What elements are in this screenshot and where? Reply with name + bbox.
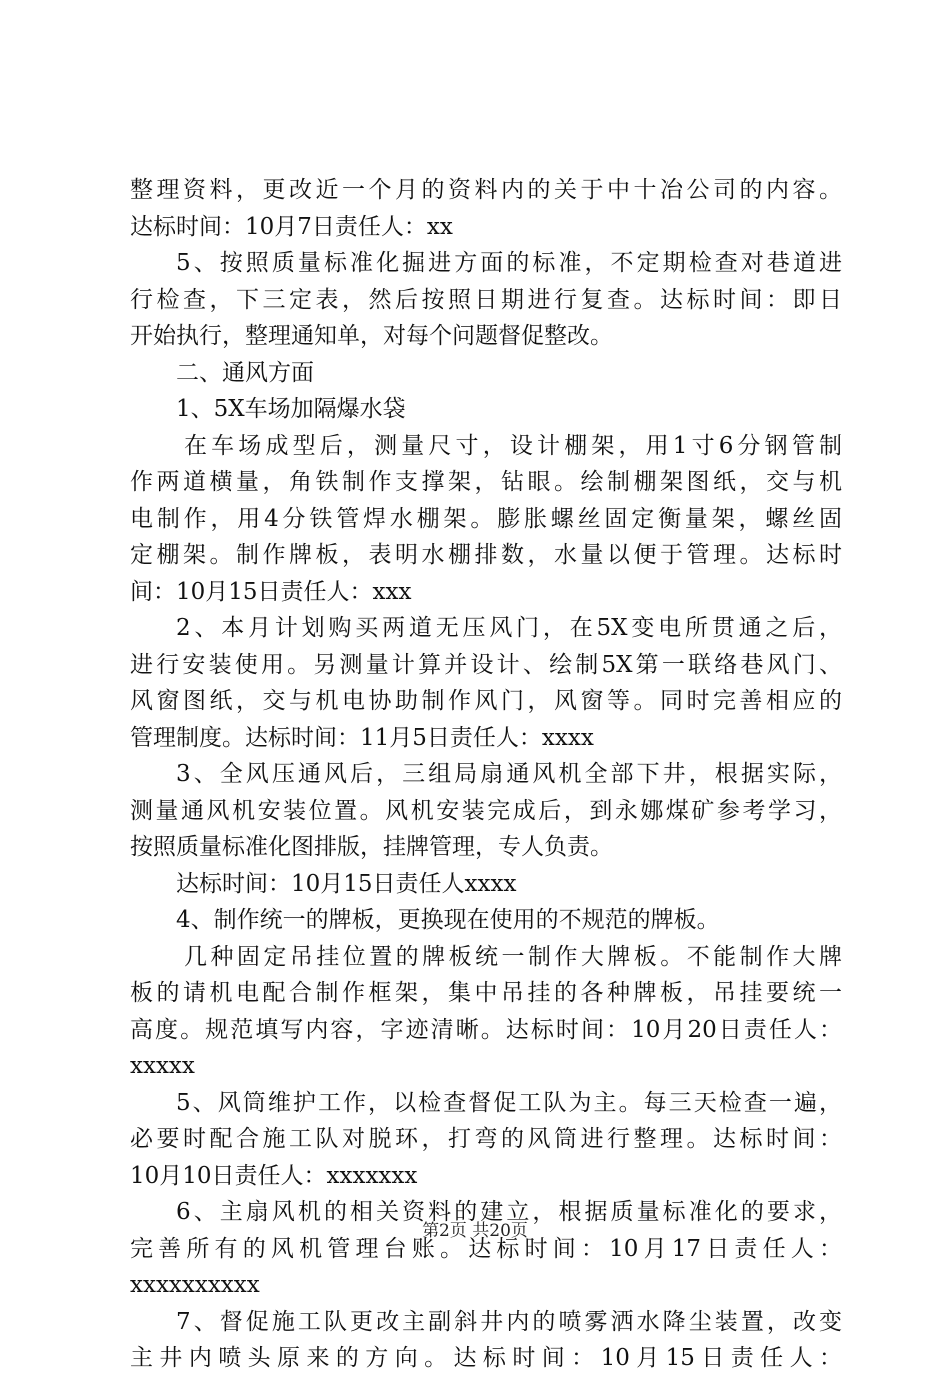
text-line: 作两道横量，角铁制作支撑架，钻眼。绘制棚架图纸，交与机	[130, 469, 842, 495]
page-footer: 第2页 共20页	[422, 1221, 528, 1241]
text-line: 电制作，用4分铁管焊水棚架。膨胀螺丝固定衡量架，螺丝固	[130, 505, 842, 532]
text-line: 10月10日责任人：xxxxxxx	[130, 1162, 418, 1189]
text-line: 2、本月计划购买两道无压风门，在5X变电所贯通之后，	[176, 615, 842, 641]
text-line: 必要时配合施工队对脱环，打弯的风筒进行整理。达标时间：	[130, 1126, 842, 1152]
text-line: 二、通风方面	[176, 359, 314, 386]
text-line: 5、风筒维护工作，以检查督促工队为主。每三天检查一遍，	[176, 1089, 842, 1116]
text-line: 风窗图纸，交与机电协助制作风门，风窗等。同时完善相应的	[130, 688, 842, 714]
text-line: 按照质量标准化图排版，挂牌管理，专人负责。	[130, 834, 613, 860]
text-line: 4、制作统一的牌板，更换现在使用的不规范的牌板。	[176, 907, 720, 933]
text-line: 整理资料，更改近一个月的资料内的关于中十冶公司的内容。	[130, 177, 842, 203]
text-line: 测量通风机安装位置。风机安装完成后，到永娜煤矿参考学习，	[130, 797, 842, 824]
text-line: 开始执行，整理通知单，对每个问题督促整改。	[130, 323, 613, 349]
text-line: 达标时间：10月7日责任人：xx	[130, 213, 453, 240]
text-line: 板的请机电配合制作框架，集中吊挂的各种牌板，吊挂要统一	[130, 980, 842, 1006]
text-line: 3、全风压通风后，三组局扇通风机全部下井，根据实际，	[176, 761, 842, 787]
text-line: 在车场成型后，测量尺寸，设计棚架，用1寸6分钢管制	[184, 432, 842, 459]
text-line: 5、按照质量标准化掘进方面的标准，不定期检查对巷道进	[176, 250, 842, 276]
text-line: 定棚架。制作牌板，表明水棚排数，水量以便于管理。达标时	[130, 542, 842, 568]
text-line: 间：10月15日责任人：xxx	[130, 578, 412, 605]
text-line: xxxxxxxxxx	[130, 1272, 260, 1298]
text-line: 行检查，下三定表，然后按照日期进行复查。达标时间：即日	[130, 286, 842, 313]
text-line: 管理制度。达标时间：11月5日责任人：xxxx	[130, 724, 594, 751]
text-line: 1、5X车场加隔爆水袋	[176, 396, 406, 422]
text-line: xxxxx	[130, 1053, 195, 1079]
text-line: 几种固定吊挂位置的牌板统一制作大牌板。不能制作大牌	[184, 943, 842, 970]
text-line: 达标时间：10月15日责任人xxxx	[176, 870, 517, 897]
text-line: 高度。规范填写内容，字迹清晰。达标时间：10月20日责任人：	[130, 1016, 842, 1043]
text-line: 7、督促施工队更改主副斜井内的喷雾洒水降尘装置，改变	[176, 1308, 842, 1335]
text-line: 6、主扇风机的相关资料的建立，根据质量标准化的要求，	[176, 1199, 842, 1225]
text-line: 进行安装使用。另测量计算并设计、绘制5X第一联络巷风门、	[130, 651, 842, 678]
document-body	[130, 172, 842, 1377]
text-line: 主井内喷头原来的方向。达标时间：10月15日责任人：	[130, 1345, 842, 1371]
text-line: 完善所有的风机管理台账。达标时间：10月17日责任人：	[130, 1235, 842, 1262]
